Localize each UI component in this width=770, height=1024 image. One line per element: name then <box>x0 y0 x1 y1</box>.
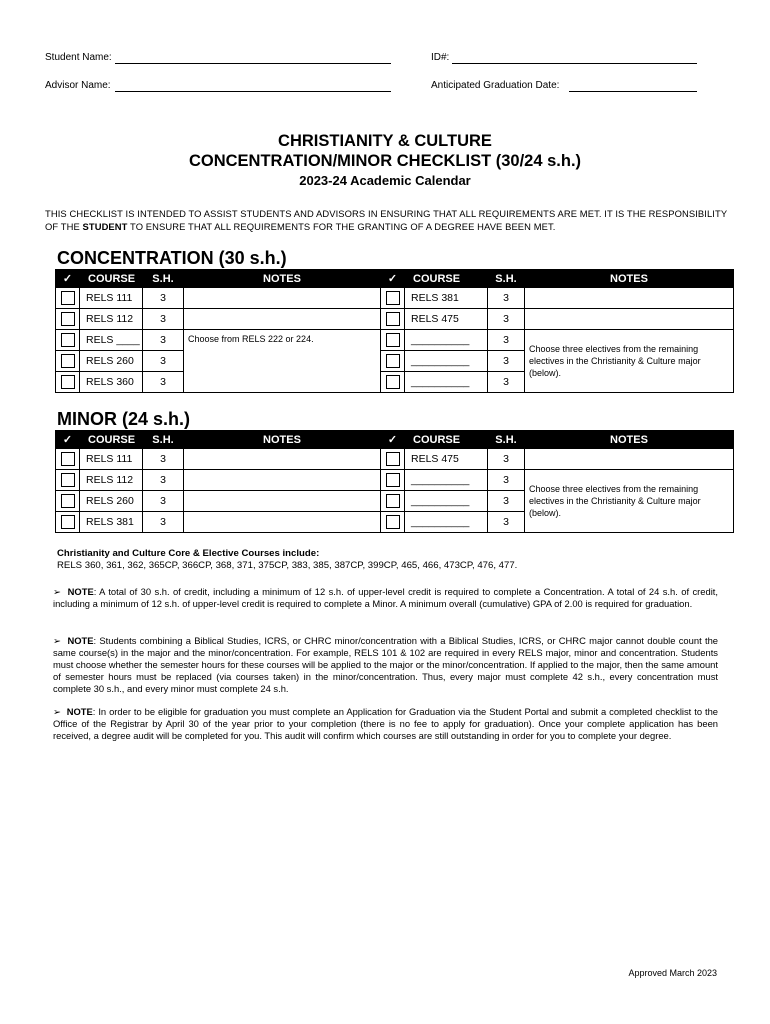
checkbox[interactable] <box>61 291 75 305</box>
notes-cell[interactable] <box>525 288 734 309</box>
advisor-name-label: Advisor Name: <box>45 80 111 91</box>
sh-cell: 3 <box>143 309 184 330</box>
checkbox[interactable] <box>61 473 75 487</box>
course-checkbox[interactable] <box>381 330 405 351</box>
course-checkbox[interactable] <box>381 288 405 309</box>
grad-date-field[interactable] <box>569 91 697 92</box>
checkbox[interactable] <box>386 333 400 347</box>
core-heading: Christianity and Culture Core & Elective Courses include: <box>57 548 320 559</box>
note-text: : A total of 30 s.h. of credit, including a minimum of 12 s.h. of upper-level credit is required to complete a Concentration. A total of 24 s.h. of credit, including a minimum of 12 s.h. of upper-level credit is required to complete a Minor. A minimum overall (cumulative) GPA of 2.00 is required for graduation. <box>53 586 718 609</box>
title-line1: CHRISTIANITY & CULTURE <box>278 132 492 150</box>
note-paragraph <box>53 586 718 610</box>
course-cell[interactable]: __________ <box>405 372 488 393</box>
check-col-header: ✓ <box>381 431 405 449</box>
sh-cell: 3 <box>488 449 525 470</box>
notes-cell[interactable] <box>184 470 381 491</box>
notes-cell[interactable] <box>525 309 734 330</box>
sh-cell: 3 <box>488 309 525 330</box>
table-row <box>56 449 734 470</box>
core-courses <box>57 548 747 572</box>
course-col-header: COURSE <box>405 270 488 288</box>
note-label: NOTE <box>66 706 93 717</box>
sh-col-header: S.H. <box>488 431 525 449</box>
advisor-name-field[interactable] <box>115 91 391 92</box>
sh-cell: 3 <box>488 470 525 491</box>
course-col-header: COURSE <box>405 431 488 449</box>
course-checkbox[interactable] <box>381 309 405 330</box>
course-cell: RELS 475 <box>405 309 488 330</box>
course-cell[interactable]: __________ <box>405 330 488 351</box>
intro-bold: STUDENT <box>82 221 128 232</box>
sh-col-header: S.H. <box>143 270 184 288</box>
course-cell: RELS 111 <box>80 288 143 309</box>
checkbox[interactable] <box>61 333 75 347</box>
notes-col-header: NOTES <box>184 270 381 288</box>
course-checkbox[interactable] <box>56 512 80 533</box>
checkbox[interactable] <box>386 375 400 389</box>
course-cell[interactable]: __________ <box>405 470 488 491</box>
course-col-header: COURSE <box>80 431 143 449</box>
sh-cell: 3 <box>488 491 525 512</box>
course-cell: RELS 112 <box>80 470 143 491</box>
course-checkbox[interactable] <box>381 512 405 533</box>
check-col-header: ✓ <box>56 270 80 288</box>
checkbox[interactable] <box>61 452 75 466</box>
sh-cell: 3 <box>143 449 184 470</box>
course-cell: RELS 475 <box>405 449 488 470</box>
note-paragraph <box>53 635 718 695</box>
student-name-label: Student Name: <box>45 52 112 63</box>
sh-cell: 3 <box>488 288 525 309</box>
bullet-icon: ➢ <box>53 586 61 597</box>
notes-col-header: NOTES <box>525 431 734 449</box>
course-checkbox[interactable] <box>56 372 80 393</box>
minor-table <box>55 430 734 533</box>
concentration-title: CONCENTRATION (30 s.h.) <box>57 248 287 268</box>
sh-cell: 3 <box>143 512 184 533</box>
minor-right-note: Choose three electives from the remaining electives in the Christianity & Culture major (below). <box>525 470 734 533</box>
grad-date-label: Anticipated Graduation Date: <box>431 80 560 91</box>
course-checkbox[interactable] <box>381 491 405 512</box>
notes-cell[interactable] <box>184 288 381 309</box>
notes-cell[interactable] <box>525 449 734 470</box>
concentration-header-row <box>56 270 734 288</box>
course-cell[interactable]: RELS ____ <box>80 330 143 351</box>
course-checkbox[interactable] <box>56 491 80 512</box>
note-paragraph <box>53 706 718 742</box>
title-line3: 2023-24 Academic Calendar <box>299 173 471 188</box>
intro-part2: TO ENSURE THAT ALL REQUIREMENTS FOR THE GRANTING OF A DEGREE HAVE BEEN MET. <box>127 221 556 232</box>
note-text: : Students combining a Biblical Studies, ICRS, or CHRC minor/concentration with a Biblical Studies, ICRS, or CHRC major cannot double count the same course(s) in the major and the minor/concentration. For example, RELS 101 & 102 are required in every RELS major, minor and concentration. Students must choose whether the semester hours for these courses will be applied to the major or the minor/concentration. If applied to the major, then the same amount of semester hours must be replaced (via courses taken) in the minor/concentration. Thus, every major must complete 42 s.h., every concentration must complete 30 s.h., and every minor must complete 24 s.h. <box>53 635 718 694</box>
course-checkbox[interactable] <box>381 372 405 393</box>
notes-cell[interactable] <box>184 449 381 470</box>
course-checkbox[interactable] <box>381 449 405 470</box>
course-checkbox[interactable] <box>56 470 80 491</box>
checkbox[interactable] <box>61 312 75 326</box>
course-cell: RELS 381 <box>80 512 143 533</box>
check-col-header: ✓ <box>56 431 80 449</box>
check-col-header: ✓ <box>381 270 405 288</box>
sh-cell: 3 <box>143 372 184 393</box>
course-cell[interactable]: __________ <box>405 491 488 512</box>
checkbox[interactable] <box>61 494 75 508</box>
minor-header-row <box>56 431 734 449</box>
note-label: NOTE <box>67 635 94 646</box>
title-line2: CONCENTRATION/MINOR CHECKLIST (30/24 s.h.) <box>188 152 582 170</box>
course-cell: RELS 381 <box>405 288 488 309</box>
course-cell: RELS 112 <box>80 309 143 330</box>
bullet-icon: ➢ <box>53 706 61 717</box>
course-cell: RELS 111 <box>80 449 143 470</box>
course-cell: RELS 360 <box>80 372 143 393</box>
course-checkbox[interactable] <box>381 470 405 491</box>
sh-cell: 3 <box>488 512 525 533</box>
checkbox[interactable] <box>386 291 400 305</box>
checkbox[interactable] <box>386 494 400 508</box>
table-row <box>56 309 734 330</box>
checkbox[interactable] <box>61 375 75 389</box>
checkbox[interactable] <box>386 473 400 487</box>
sh-col-header: S.H. <box>488 270 525 288</box>
notes-col-header: NOTES <box>184 431 381 449</box>
concentration-right-note: Choose three electives from the remaining electives in the Christianity & Culture major (below). <box>525 330 734 393</box>
course-cell[interactable]: __________ <box>405 351 488 372</box>
table-row <box>56 470 734 491</box>
course-cell: RELS 260 <box>80 351 143 372</box>
approval-footer: Approved March 2023 <box>628 968 717 978</box>
note-text: : In order to be eligible for graduation you must complete an Application for Graduation via the Student Portal and submit a completed checklist to the Office of the Registrar by April 30 of the year prior to your completion (there is no fee to apply for graduation). Once your complete application has been received, a degree audit will be completed for you. This audit will confirm which courses are still outstanding in order for you to complete your degree. <box>53 706 718 741</box>
sh-cell: 3 <box>143 491 184 512</box>
course-checkbox[interactable] <box>56 288 80 309</box>
course-checkbox[interactable] <box>56 309 80 330</box>
minor-title: MINOR (24 s.h.) <box>57 409 191 429</box>
course-cell[interactable]: __________ <box>405 512 488 533</box>
intro-text <box>45 207 735 233</box>
checkbox[interactable] <box>61 515 75 529</box>
bullet-icon: ➢ <box>53 635 61 646</box>
sh-cell: 3 <box>488 330 525 351</box>
sh-cell: 3 <box>143 351 184 372</box>
course-cell: RELS 260 <box>80 491 143 512</box>
concentration-table <box>55 269 734 393</box>
notes-cell[interactable] <box>184 309 381 330</box>
id-field[interactable] <box>452 63 697 64</box>
student-name-field[interactable] <box>115 63 391 64</box>
id-label: ID#: <box>431 52 450 63</box>
note-label: NOTE <box>67 586 94 597</box>
concentration-left-note: Choose from RELS 222 or 224. <box>184 330 381 393</box>
checkbox[interactable] <box>386 515 400 529</box>
table-row <box>56 330 734 351</box>
core-list: RELS 360, 361, 362, 365CP, 366CP, 368, 371, 375CP, 383, 385, 387CP, 399CP, 465, 466, 473CP, 476, 477. <box>57 560 518 571</box>
course-checkbox[interactable] <box>381 351 405 372</box>
notes-col-header: NOTES <box>525 270 734 288</box>
sh-cell: 3 <box>488 351 525 372</box>
sh-col-header: S.H. <box>143 431 184 449</box>
checkbox[interactable] <box>386 354 400 368</box>
notes-cell[interactable] <box>184 512 381 533</box>
notes-cell[interactable] <box>184 491 381 512</box>
course-checkbox[interactable] <box>56 449 80 470</box>
sh-cell: 3 <box>488 372 525 393</box>
checkbox[interactable] <box>386 312 400 326</box>
table-row <box>56 288 734 309</box>
checkbox[interactable] <box>386 452 400 466</box>
checkbox[interactable] <box>61 354 75 368</box>
course-checkbox[interactable] <box>56 330 80 351</box>
sh-cell: 3 <box>143 330 184 351</box>
course-col-header: COURSE <box>80 270 143 288</box>
intro-part1: THIS CHECKLIST IS INTENDED TO ASSIST STUDENTS AND ADVISORS IN ENSURING THAT ALL REQUIREMENTS ARE MET. IT IS THE RESPONSIBILITY OF THE <box>45 208 728 232</box>
sh-cell: 3 <box>143 470 184 491</box>
course-checkbox[interactable] <box>56 351 80 372</box>
sh-cell: 3 <box>143 288 184 309</box>
